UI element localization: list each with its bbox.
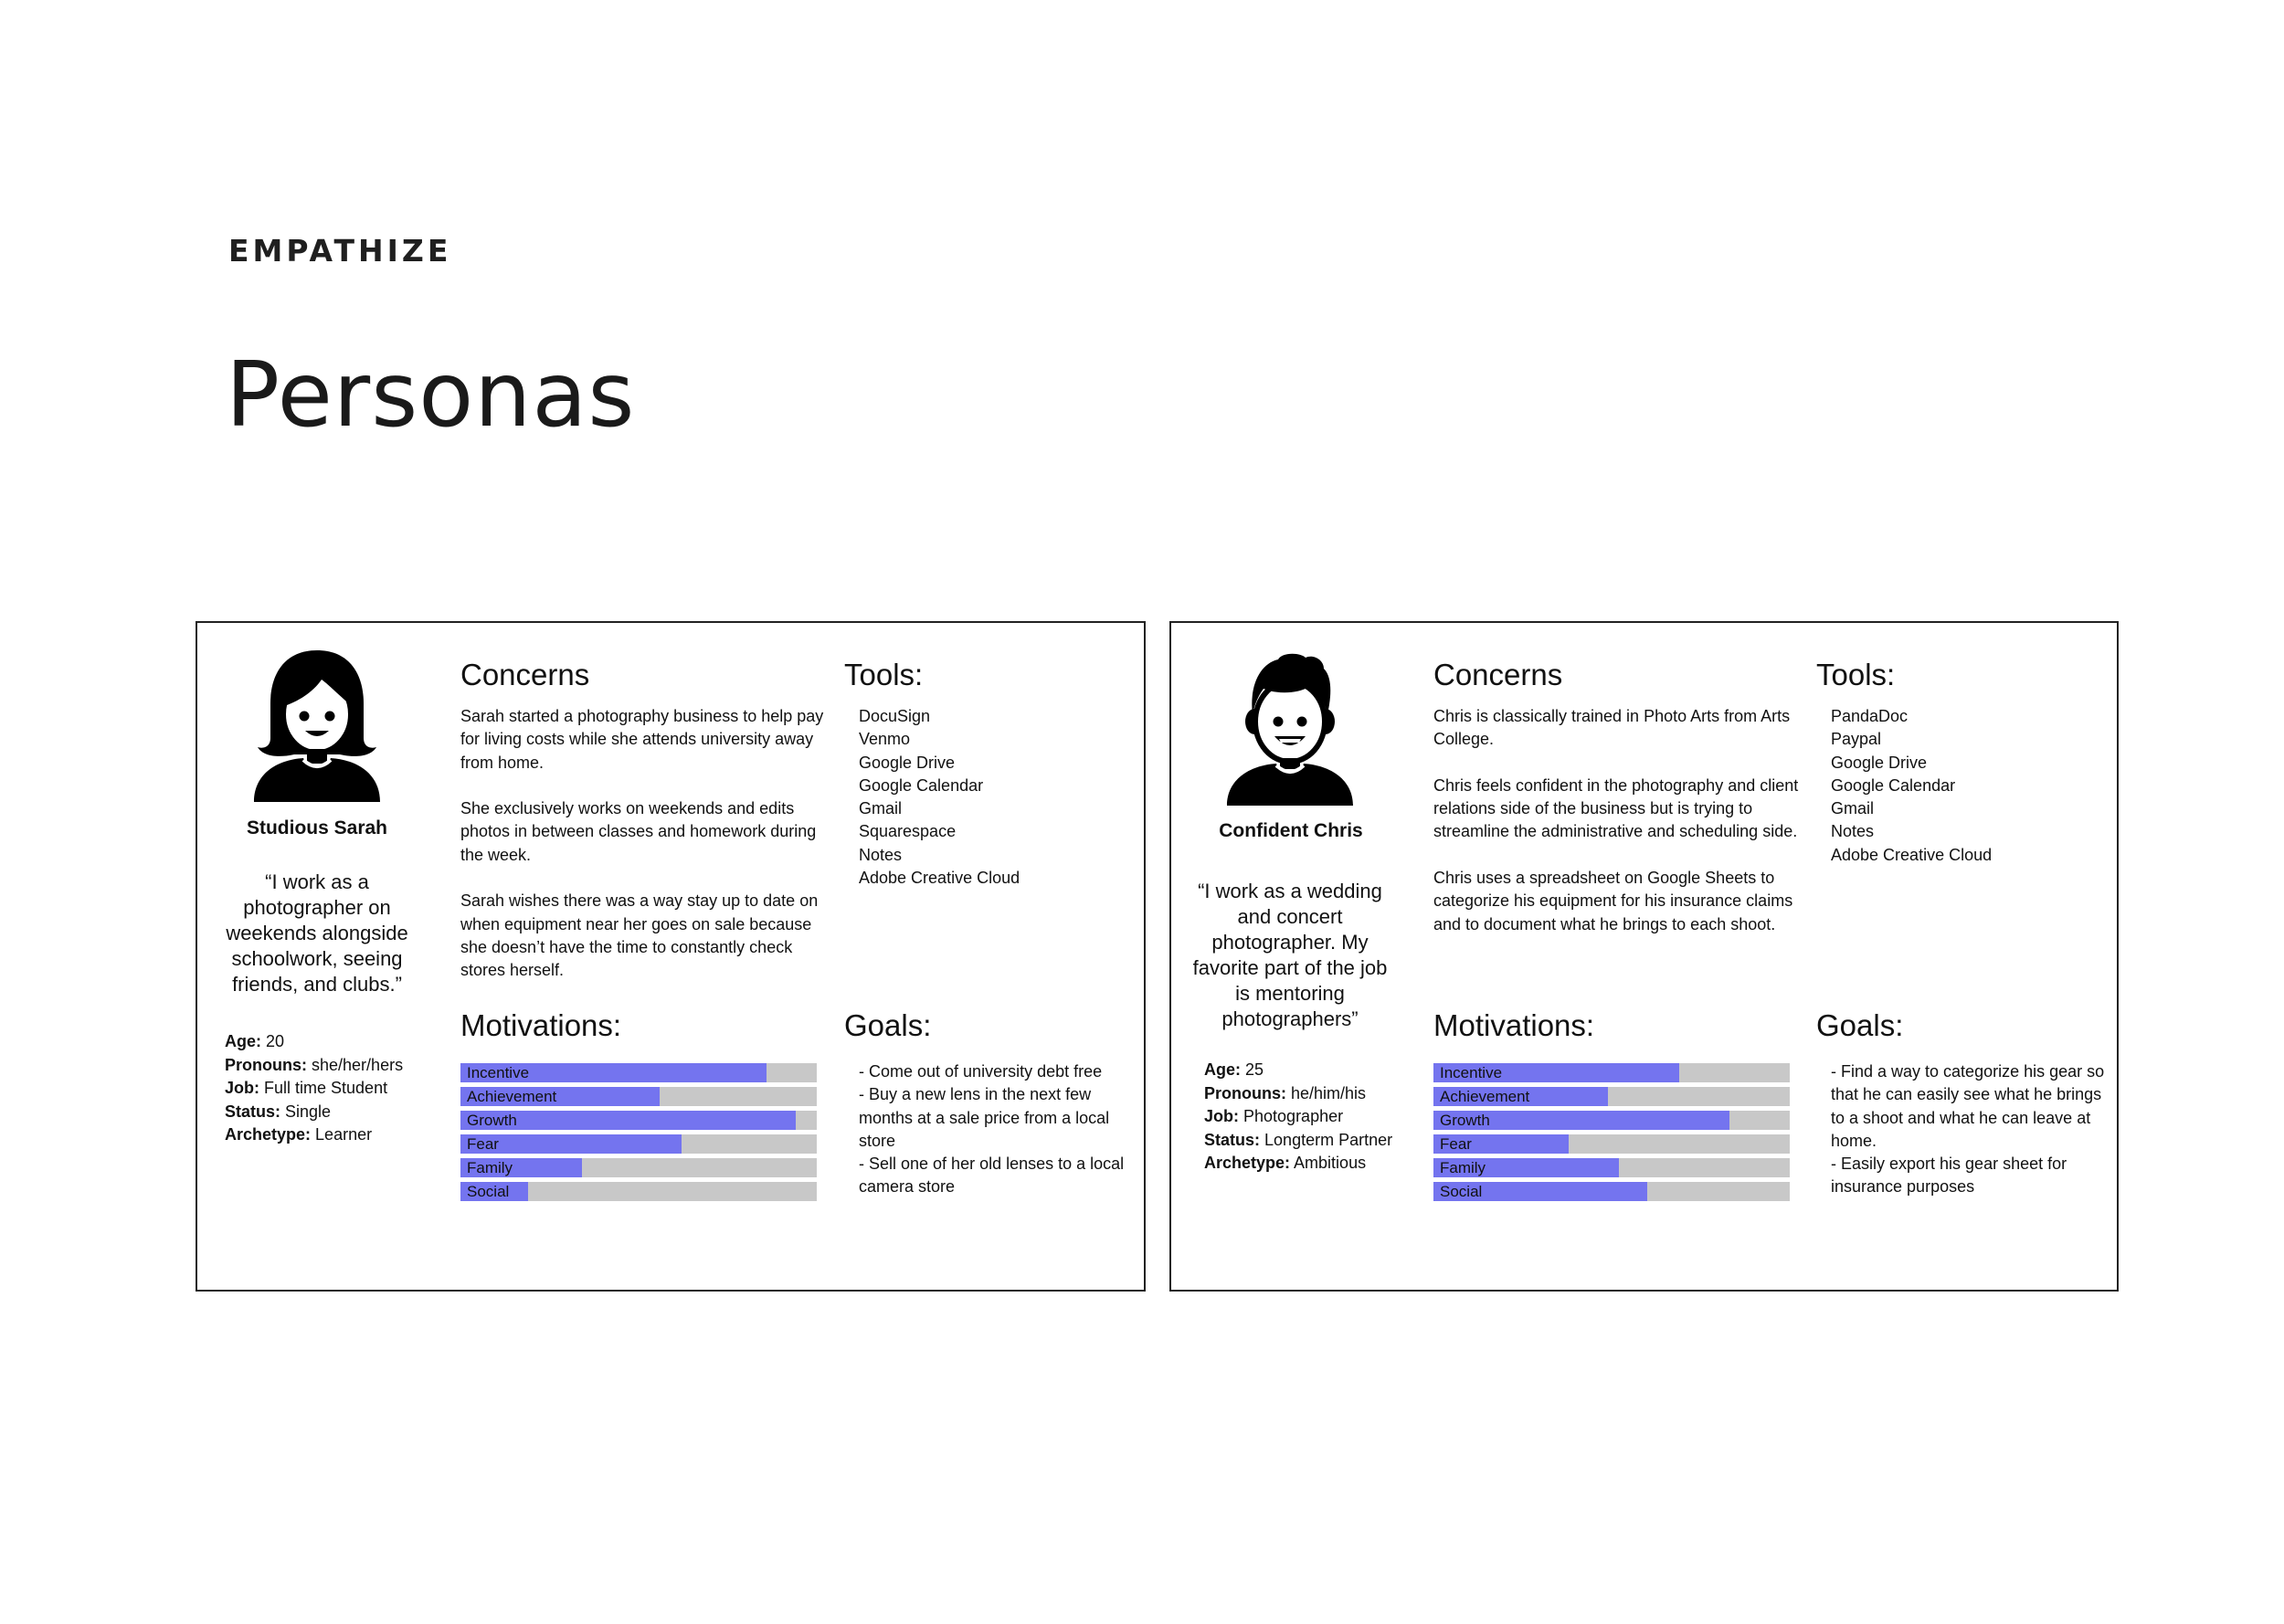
section-eyebrow: EMPATHIZE (228, 233, 452, 269)
tool-item: Google Drive (859, 753, 956, 772)
archetype-row (225, 1123, 403, 1147)
persona-quote: “I work as a photographer on weekends alongside schoolwork, seeing friends, and clubs.” (226, 870, 408, 996)
concerns-paragraph: She exclusively works on weekends and edits photos in between classes and homework during the week. (460, 799, 817, 864)
age-label: Age: (225, 1032, 261, 1050)
motivation-bar-family (1433, 1158, 1790, 1177)
motivation-bar-label: Social (467, 1183, 510, 1200)
motivation-bar-label: Family (1440, 1159, 1486, 1176)
female-avatar-icon (248, 647, 386, 802)
status-value: Longterm Partner (1264, 1130, 1393, 1149)
motivation-bar-achievement (460, 1087, 817, 1106)
tool-item: Adobe Creative Cloud (859, 869, 1020, 888)
tool-item: Squarespace (859, 822, 957, 841)
page-title: Personas (226, 343, 636, 448)
goal-item: - Find a way to categorize his gear so that he can easily see what he brings to a shoot and what he can leave at home. (1831, 1062, 2105, 1150)
motivation-bar-growth (460, 1111, 817, 1130)
goal-item: - Sell one of her old lenses to a local camera store (859, 1155, 1125, 1197)
motivation-bar-label: Incentive (1440, 1064, 1503, 1081)
persona-card-sarah (196, 621, 1146, 1292)
archetype-value: Ambitious (1294, 1154, 1367, 1172)
concerns-paragraph: Chris is classically trained in Photo Arts from Arts College. (1433, 707, 1791, 749)
goals-heading: Goals: (1816, 1008, 1904, 1042)
persona-name: Confident Chris (1219, 820, 1363, 841)
archetype-label: Archetype: (1204, 1154, 1291, 1172)
motivations-heading: Motivations: (1433, 1008, 1595, 1042)
tool-item: Gmail (859, 799, 903, 818)
persona-details (225, 1030, 403, 1147)
motivation-bar-growth (1433, 1111, 1790, 1130)
pronouns-value: she/her/hers (312, 1055, 404, 1074)
motivation-bar-incentive (460, 1063, 817, 1082)
motivation-bar-label: Growth (1440, 1112, 1490, 1129)
tools-heading: Tools: (1816, 658, 1896, 691)
pronouns-label: Pronouns: (225, 1055, 307, 1074)
motivation-bar-family (460, 1158, 817, 1177)
tool-item: Google Calendar (1831, 775, 1956, 795)
tools-list (1831, 705, 1992, 867)
goals-list (859, 1060, 1142, 1199)
goals-list (1831, 1060, 2114, 1199)
status-label: Status: (225, 1102, 281, 1121)
age-value: 20 (266, 1032, 285, 1050)
tool-item: Adobe Creative Cloud (1831, 845, 1993, 864)
persona-card-chris (1169, 621, 2119, 1292)
age-row (225, 1030, 403, 1054)
pronouns-label: Pronouns: (1204, 1083, 1286, 1102)
tool-item: Google Drive (1831, 753, 1928, 772)
motivations-bars (1433, 1063, 1790, 1206)
age-label: Age: (1204, 1060, 1241, 1079)
job-row (1204, 1105, 1392, 1129)
job-label: Job: (1204, 1107, 1239, 1125)
tool-item: Google Calendar (859, 775, 984, 795)
status-value: Single (285, 1102, 332, 1121)
pronouns-value: he/him/his (1291, 1083, 1367, 1102)
goal-item: - Come out of university debt free (859, 1062, 1103, 1081)
tool-item: Venmo (859, 730, 911, 749)
motivation-bar-label: Fear (1440, 1135, 1472, 1153)
job-row (225, 1077, 403, 1101)
tool-item: DocuSign (859, 707, 931, 725)
concerns-paragraph: Sarah started a photography business to help pay for living costs while she attends university away from home. (460, 707, 824, 772)
motivation-bar-label: Fear (467, 1135, 499, 1153)
motivations-heading: Motivations: (460, 1008, 622, 1042)
concerns-heading: Concerns (1433, 658, 1563, 691)
age-value: 25 (1245, 1060, 1264, 1079)
motivation-bar-social (460, 1182, 817, 1201)
tools-list (859, 705, 1020, 890)
tool-item: Paypal (1831, 730, 1882, 749)
motivation-bar-label: Achievement (467, 1088, 557, 1105)
goal-item: - Easily export his gear sheet for insurance purposes (1831, 1155, 2067, 1197)
persona-name: Studious Sarah (246, 817, 388, 838)
motivation-bar-label: Growth (467, 1112, 517, 1129)
job-value: Photographer (1243, 1107, 1344, 1125)
motivation-bar-label: Achievement (1440, 1088, 1530, 1105)
status-label: Status: (1204, 1130, 1261, 1149)
pronouns-row (225, 1054, 403, 1078)
motivation-bar-fear (460, 1134, 817, 1154)
archetype-row (1204, 1152, 1392, 1176)
concerns-paragraph: Chris feels confident in the photography and client relations side of the business but is trying to streamline the administrative and scheduling side. (1433, 775, 1799, 841)
age-row (1204, 1059, 1392, 1082)
tool-item: Notes (1831, 822, 1875, 841)
tool-item: PandaDoc (1831, 707, 1909, 725)
persona-quote: “I work as a wedding and concert photographer. My favorite part of the job is mentoring photographers” (1192, 880, 1388, 1030)
job-label: Job: (225, 1079, 259, 1097)
concerns-paragraph: Chris uses a spreadsheet on Google Sheets to categorize his equipment for his insurance claims and to document what he brings to each shoot. (1433, 869, 1793, 933)
motivation-bar-label: Incentive (467, 1064, 530, 1081)
concerns-heading: Concerns (460, 658, 590, 691)
tools-heading: Tools: (844, 658, 924, 691)
motivation-bar-social (1433, 1182, 1790, 1201)
status-row (1204, 1129, 1392, 1153)
concerns-paragraph: Sarah wishes there was a way stay up to date on when equipment near her goes on sale because she doesn’t have the time to constantly check stores herself. (460, 891, 819, 980)
male-avatar-icon (1221, 650, 1359, 806)
motivation-bar-label: Family (467, 1159, 513, 1176)
tool-item: Gmail (1831, 799, 1875, 818)
pronouns-row (1204, 1082, 1392, 1106)
goals-heading: Goals: (844, 1008, 932, 1042)
goal-item: - Buy a new lens in the next few months at a sale price from a local store (859, 1085, 1110, 1150)
tool-item: Notes (859, 845, 903, 864)
status-row (225, 1101, 403, 1124)
motivation-bar-fear (1433, 1134, 1790, 1154)
motivation-bar-achievement (1433, 1087, 1790, 1106)
concerns-text (1433, 705, 1803, 936)
job-value: Full time Student (264, 1079, 388, 1097)
motivation-bar-label: Social (1440, 1183, 1483, 1200)
archetype-value: Learner (315, 1125, 373, 1144)
persona-details (1204, 1059, 1392, 1176)
concerns-text (460, 705, 835, 983)
motivations-bars (460, 1063, 817, 1206)
motivation-bar-incentive (1433, 1063, 1790, 1082)
archetype-label: Archetype: (225, 1125, 312, 1144)
